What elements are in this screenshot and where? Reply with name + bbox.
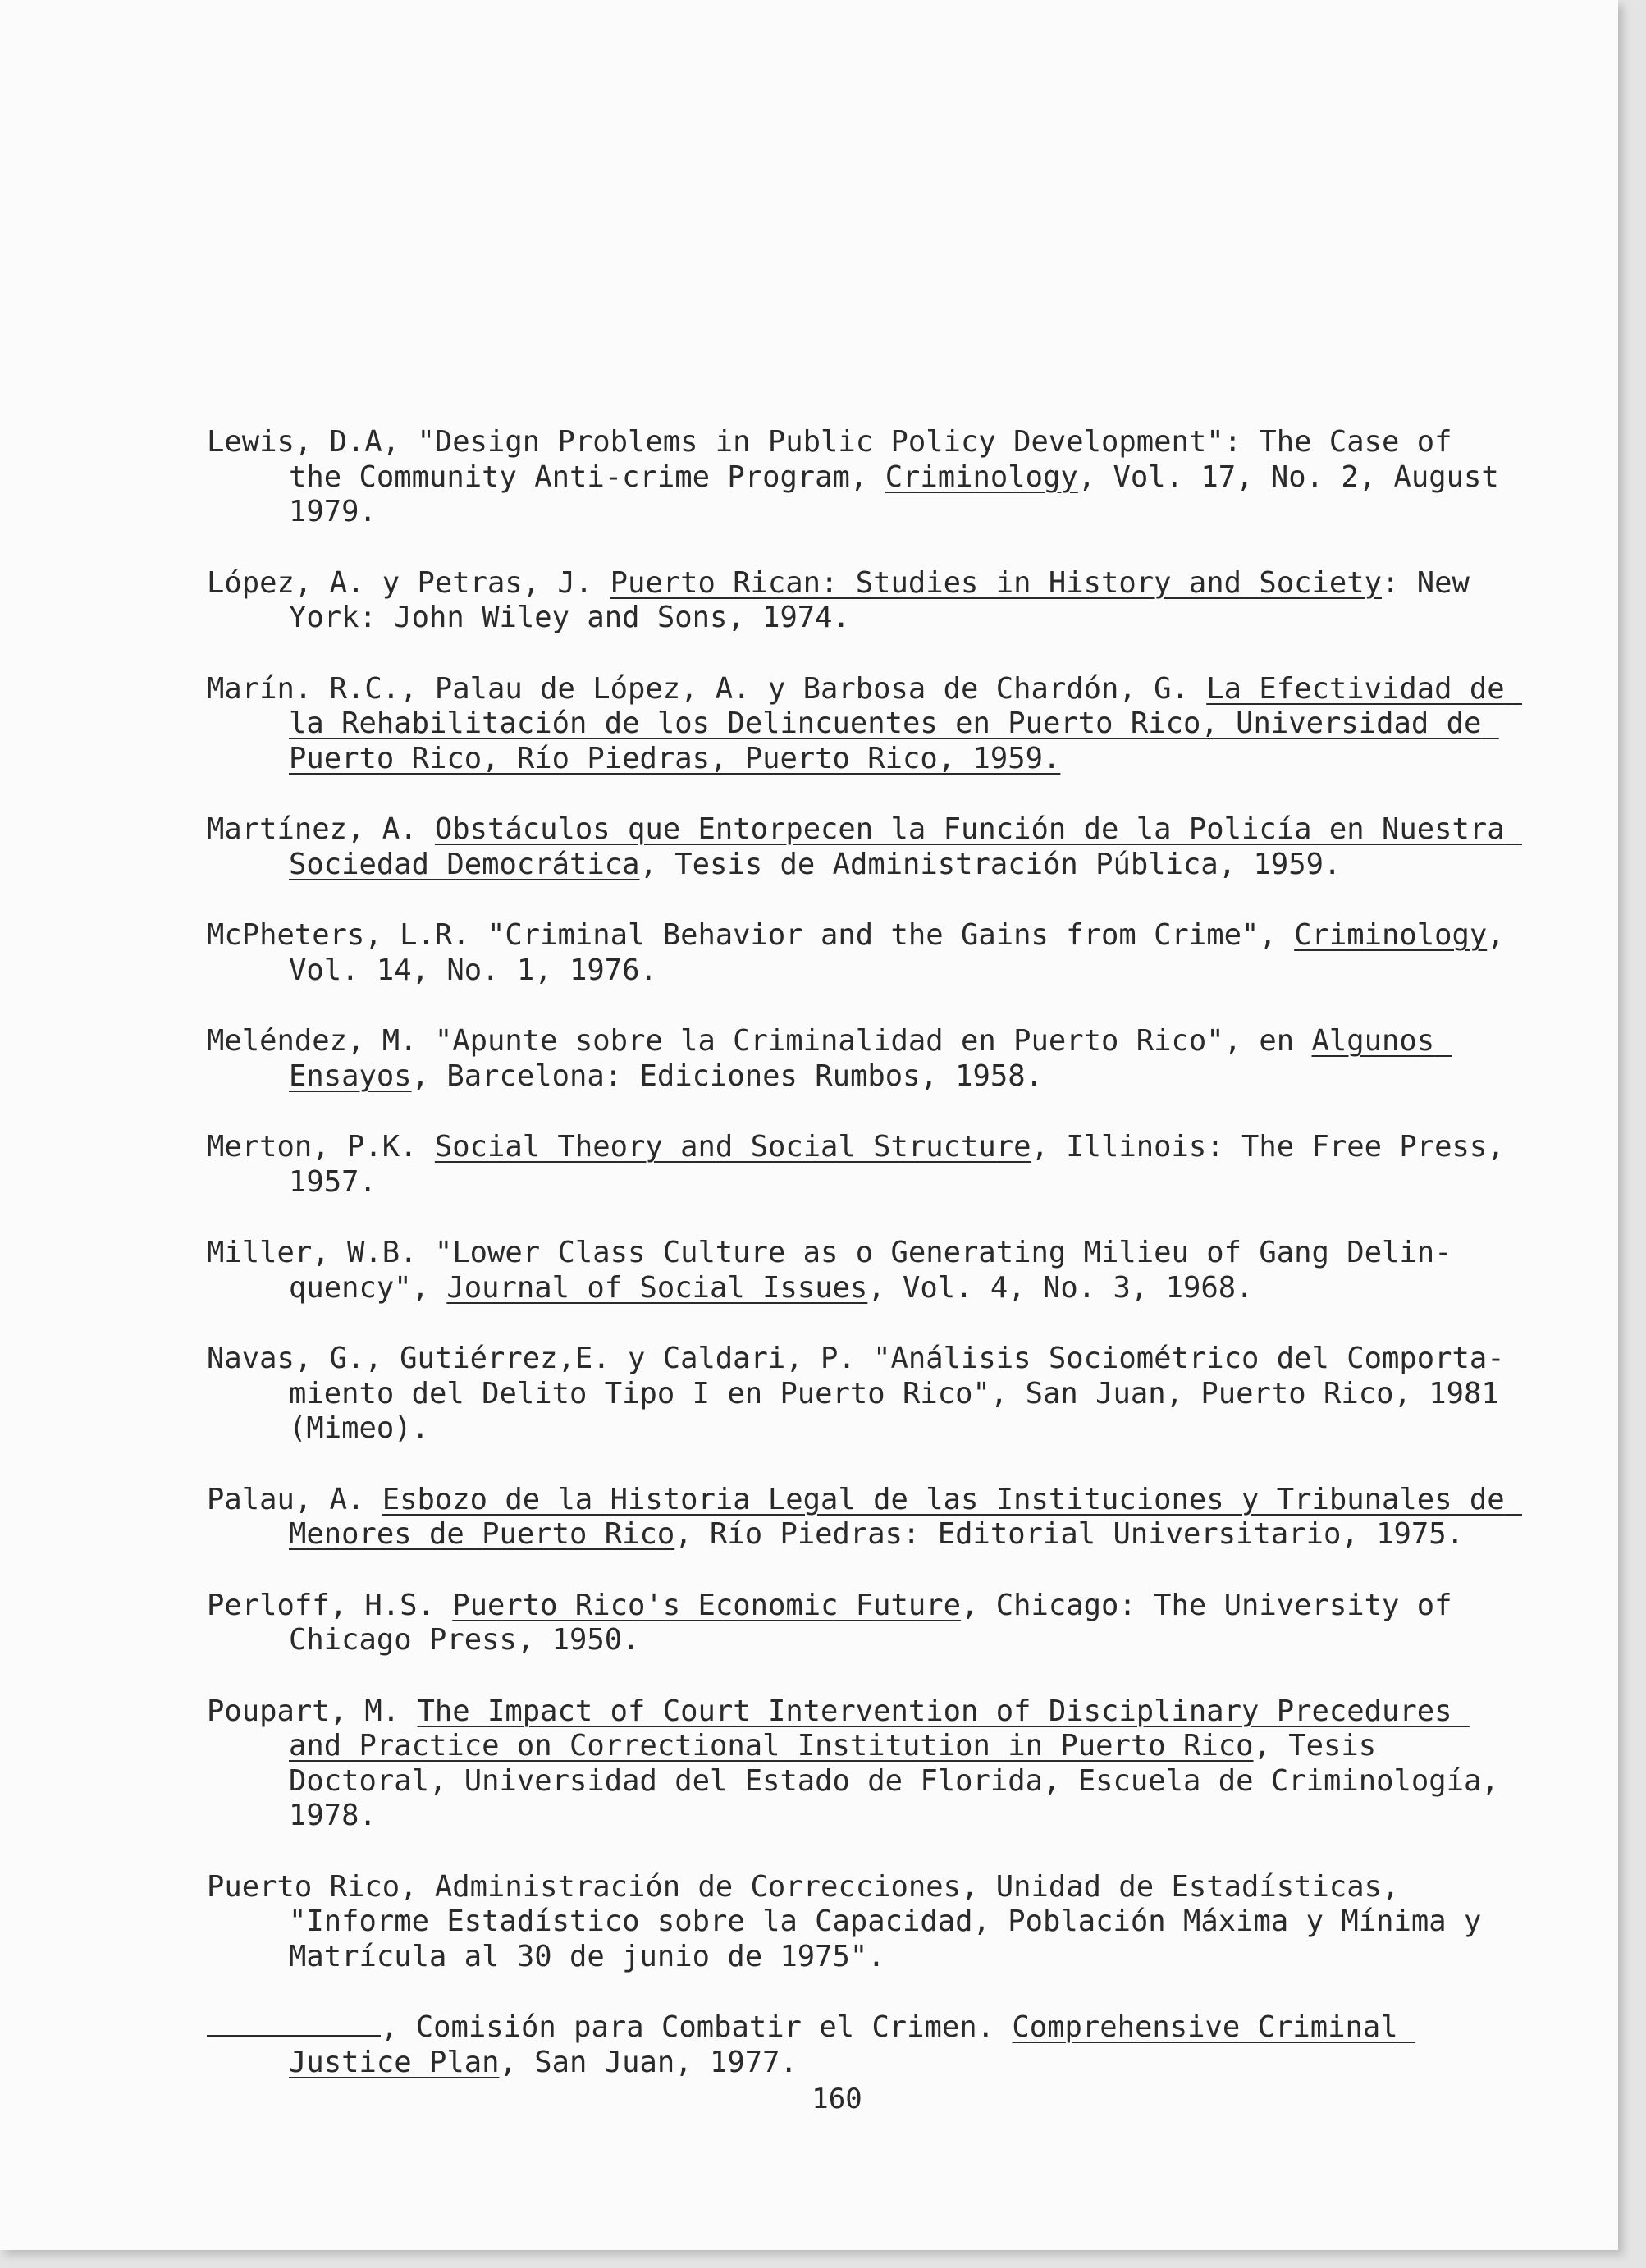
reference-entry: Marín. R.C., Palau de López, A. y Barbosa de Chardón, G. La Efectividad de la Rehabilitación de los Delincuentes en Puerto Rico, Universidad de Puerto Rico, Río Piedras, Puerto Rico, 1959. bbox=[207, 671, 1522, 775]
reference-entry: Merton, P.K. Social Theory and Social Structure, Illinois: The Free Press, 1957. bbox=[207, 1130, 1522, 1199]
reference-entry: Lewis, D.A, "Design Problems in Public Policy Development": The Case of the Community Anti-crime Program, Criminology, Vol. 17, No. 2, August 1979. bbox=[207, 425, 1517, 528]
reference-entry: Navas, G., Gutiérrez,E. y Caldari, P. "Análisis Sociométrico del Comporta-miento del Delito Tipo I en Puerto Rico", San Juan, Puerto Rico, 1981 (Mimeo). bbox=[207, 1342, 1517, 1445]
reference-entry: Poupart, M. The Impact of Court Intervention of Disciplinary Precedures and Practice on Correctional Institution in Puerto Rico, Tesis Doctoral, Universidad del Estado de Florida, Escuela de Criminología, 1978. bbox=[207, 1694, 1517, 1832]
reference-entry: Meléndez, M. "Apunte sobre la Criminalidad en Puerto Rico", en Algunos Ensayos, Barcelona: Ediciones Rumbos, 1958. bbox=[207, 1024, 1452, 1093]
reference-list bbox=[207, 425, 1520, 2116]
page-number: 160 bbox=[812, 2083, 862, 2115]
reference-entry: Martínez, A. Obstáculos que Entorpecen la Función de la Policía en Nuestra Sociedad Democrática, Tesis de Administración Pública, 1959. bbox=[207, 812, 1522, 881]
reference-entry: López, A. y Petras, J. Puerto Rican: Studies in History and Society: New York: John Wiley and Sons, 1974. bbox=[207, 565, 1488, 634]
reference-entry: Palau, A. Esbozo de la Historia Legal de las Instituciones y Tribunales de Menores de Puerto Rico, Río Piedras: Editorial Universitario, 1975. bbox=[207, 1482, 1522, 1551]
reference-entry: , Comisión para Combatir el Crimen. Comprehensive Criminal Justice Plan, San Juan, 1977. bbox=[207, 2010, 1520, 2080]
reference-entry: Perloff, H.S. Puerto Rico's Economic Future, Chicago: The University of Chicago Press, 1950. bbox=[207, 1588, 1470, 1657]
reference-entry: Puerto Rico, Administración de Correcciones, Unidad de Estadísticas, "Informe Estadístico sobre la Capacidad, Población Máxima y Mínima y Matrícula al 30 de junio de 1975". bbox=[207, 1869, 1499, 1973]
reference-entry: McPheters, L.R. "Criminal Behavior and the Gains from Crime", Criminology, Vol. 14, No. 1, 1976. bbox=[207, 918, 1522, 987]
reference-entry: Miller, W.B. "Lower Class Culture as o Generating Milieu of Gang Delin-quency", Journal of Social Issues, Vol. 4, No. 3, 1968. bbox=[207, 1236, 1452, 1305]
ditto-blank-line bbox=[207, 2010, 381, 2037]
